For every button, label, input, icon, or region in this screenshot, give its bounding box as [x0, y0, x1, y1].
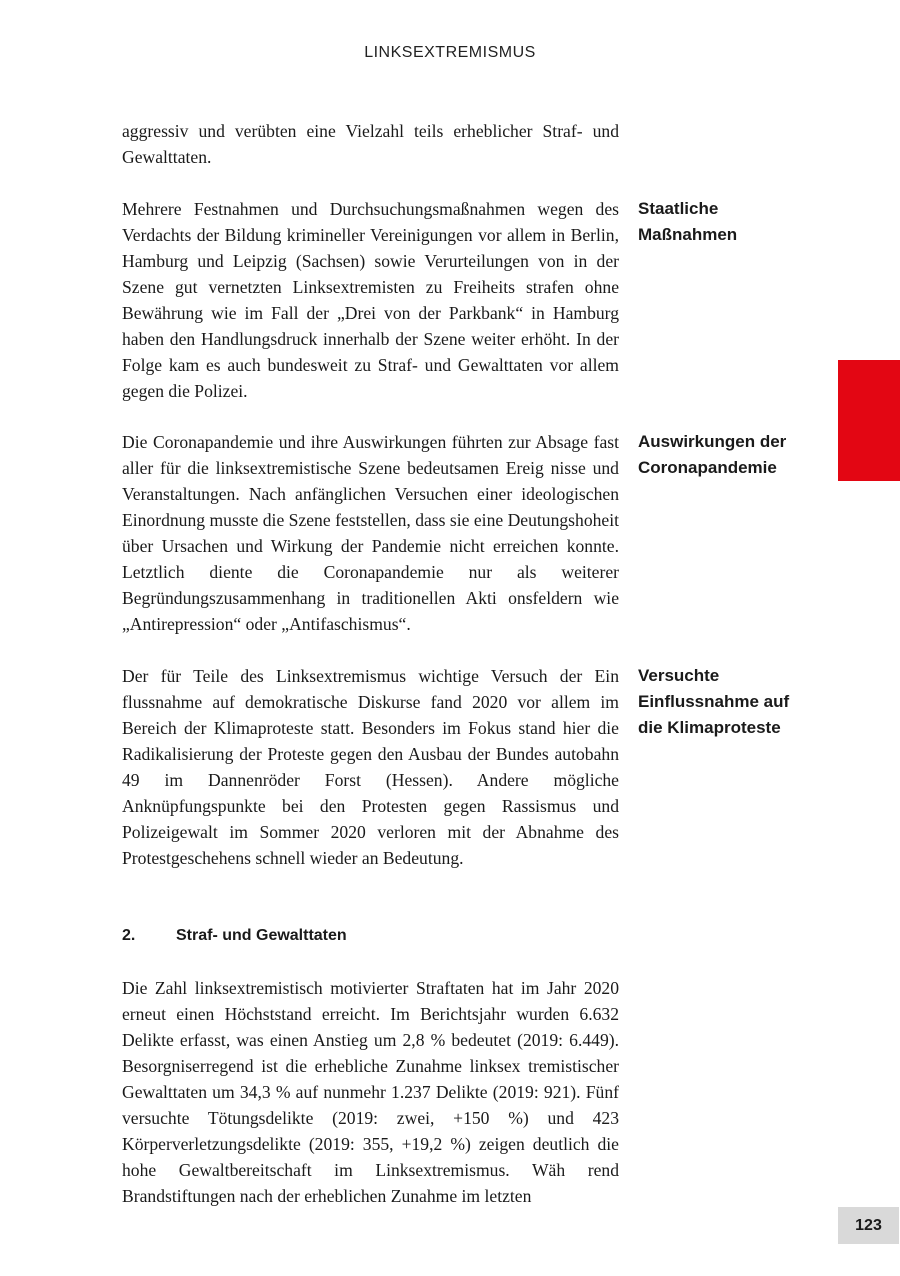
section-number: 2.: [122, 927, 136, 944]
margin-heading-staatliche-massnahmen: Staatliche Maßnahmen: [638, 199, 738, 244]
paragraph-staatliche-massnahmen: Mehrere Festnahmen und Durchsuchungsmaßnahmen wegen des Verdachts der Bildung krimineller Vereinigungen vor allem in Berlin, Hamburg und Leipzig (Sachsen) sowie Verurteilungen von in der Szene gut vernetzten Linksextremisten zu Freiheits strafen ohne Bewährung wie im Fall der „Drei von der Parkbank“ in Hamburg haben den Handlungsdruck innerhalb der Szene weiter erhöht. In der Folge kam es auch bundesweit zu Straf- und Gewalttaten vor allem gegen die Polizei.: [122, 199, 620, 401]
paragraph-continued: aggressiv und verübten eine Vielzahl teils erheblicher Straf- und Gewalttaten.: [122, 121, 619, 167]
margin-heading-klimaproteste: Versuchte Einflussnahme auf die Klimaproteste: [638, 666, 790, 737]
section-title: Straf- und Gewalttaten: [176, 927, 347, 944]
margin-heading-coronapandemie: Auswirkungen der Coronapandemie: [638, 432, 787, 477]
running-header: LINKSEXTREMISMUS: [364, 44, 536, 61]
chapter-tab-marker: [838, 360, 900, 481]
page-number: 123: [838, 1207, 899, 1244]
section-heading: [122, 924, 619, 948]
paragraph-coronapandemie: Die Coronapandemie und ihre Auswirkungen führten zur Absage fast aller für die linksextremistische Szene bedeutsamen Ereig nisse und Veranstaltungen. Nach anfänglichen Versuchen einer ideologischen Einordnung musste die Szene feststellen, dass sie eine Deutungshoheit über Ursachen und Wirkung der Pandemie nicht erreichen konnte. Letztlich diente die Coronapandemie nur als weiterer Begründungszusammenhang in traditionellen Akti onsfeldern wie „Antirepression“ oder „Antifaschismus“.: [122, 432, 620, 634]
paragraph-klimaproteste: Der für Teile des Linksextremismus wichtige Versuch der Ein flussnahme auf demokratische Diskurse fand 2020 vor allem im Bereich der Klimaproteste statt. Besonders im Fokus stand hier die Radikalisierung der Proteste gegen den Ausbau der Bundes autobahn 49 im Dannenröder Forst (Hessen). Andere mögliche Anknüpfungspunkte bei den Protesten gegen Rassismus und Polizeigewalt im Sommer 2020 verloren mit der Abnahme des Protestgeschehens schnell wieder an Bedeutung.: [122, 666, 619, 868]
paragraph-straftaten: Die Zahl linksextremistisch motivierter Straftaten hat im Jahr 2020 erneut einen Höchststand erreicht. Im Berichtsjahr wurden 6.632 Delikte erfasst, was einen Anstieg um 2,8 % bedeutet (2019: 6.449). Besorgniserregend ist die erhebliche Zunahme linksex tremistischer Gewalttaten um 34,3 % auf nunmehr 1.237 Delikte (2019: 921). Fünf versuchte Tötungsdelikte (2019: zwei, +150 %) und 423 Körperverletzungsdelikte (2019: 355, +19,2 %) zeigen deutlich die hohe Gewaltbereitschaft im Linksextremismus. Wäh rend Brandstiftungen nach der erheblichen Zunahme im letzten: [122, 978, 619, 1206]
